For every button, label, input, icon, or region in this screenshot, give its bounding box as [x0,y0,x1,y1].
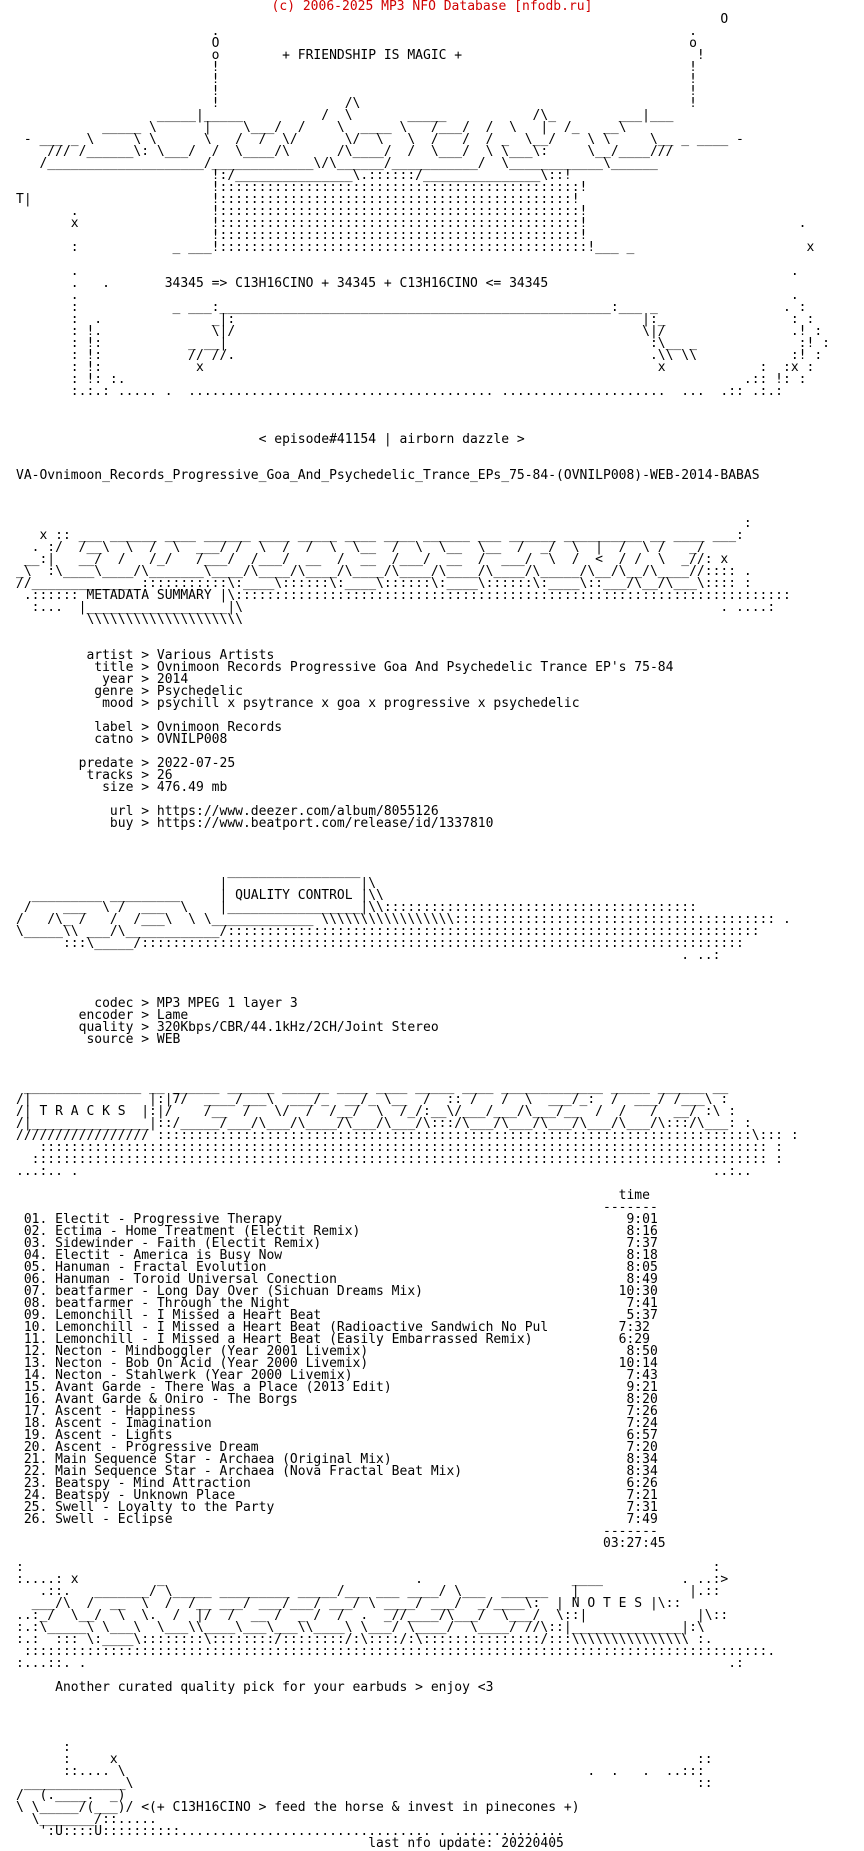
nfo-line: size > 476.49 mb [16,780,228,795]
nfo-line: //_____________ :::::::::::\:____\::::::\:____\::::::\:____\::::::\:____\::___/\__/\___\:::: : [16,576,752,591]
nfo-line: !:/_______________\.::::::/_______________\::! [16,168,572,183]
nfo-line: O o [16,36,697,51]
nfo-line: 17. Ascent - Happiness 7:26 [16,1404,658,1419]
nfo-line: 09. Lemonchill - I Missed a Heart Beat 5:37 [16,1308,658,1323]
nfo-line: __:| __/ / /_/ /___/ /___/ __ / __ /___/ __ / ___/ \ / < / / \ _//: x [16,552,729,567]
nfo-line: title > Ovnimoon Records Progressive Goa And Psychedelic Trance EP's 75-84 [16,660,674,675]
nfo-line: 08. beatfarmer - Through the Night 7:41 [16,1296,658,1311]
nfo-line: 06. Hanuman - Toroid Universal Conection 8:49 [16,1272,658,1287]
nfo-text-art [16,14,830,1850]
nfo-line [16,626,830,638]
nfo-line: . . [16,264,799,279]
nfo-line: :.:.: ..... . ....................................... ..................... ... .:: .:.: [16,384,784,399]
nfo-line: label > Ovnimoon Records [16,720,283,735]
nfo-line: quality > 320Kbps/CBR/44.1kHz/2CH/Joint Stereo [16,1020,439,1035]
nfo-line: : !: x x : :x : [16,360,815,375]
nfo-line: mood > psychill x psytrance x goa x progressive x psychedelic [16,696,580,711]
nfo-line: : _ ___:__________________________________________________:___ _ . : [16,300,807,315]
nfo-line: 26. Swell - Eclipse 7:49 [16,1512,658,1527]
nfo-line: : x :: [16,1752,713,1767]
nfo-line: 16. Avant Garde & Oniro - The Borgs 8:20 [16,1392,658,1407]
nfo-line: :...::. . .: [16,1656,744,1671]
nfo-line: 15. Avant Garde - There Was a Place (2013 Edit) 9:21 [16,1380,658,1395]
nfo-line: /|_______________|::/_____/___/\___/\____/\___/\___/\:::/\___/\___/\___/\___/\___/\:::/\___: : [16,1116,752,1131]
nfo-line: _________ _________ | QUALITY CONTROL |\\ [16,888,384,903]
nfo-line [16,1718,830,1730]
nfo-line: :....: x _ . ____ . ..:> [16,1572,729,1587]
nfo-line: predate > 2022-07-25 [16,756,236,771]
nfo-line: _________________ [16,864,361,879]
nfo-line: /// /______\: \___/ / \____/\ /\____/ / \___/ \ \___\: \__/____/// [16,144,682,159]
nfo-database-header: (c) 2006-2025 MP3 NFO Database [nfodb.ru] [271,0,593,14]
nfo-line [16,446,830,458]
nfo-line [16,494,830,506]
nfo-line: .::. _______/ \_____ _________ _____/___ ___ ____/ \___ ______ | |.:: [16,1584,721,1599]
nfo-line [16,1058,830,1070]
nfo-line: | |\ [16,876,377,891]
nfo-line: source > WEB [16,1032,181,1047]
nfo-line: _\ :\____\____/\_______\____/\____/\____/\____/\____/\____/\____/\_____/\__/\__/\____//:::: . [16,564,752,579]
nfo-line: genre > Psychedelic [16,684,243,699]
nfo-line: _____________\ :: [16,1776,713,1791]
nfo-line: - ___ _ \ \ \ \ / / \/ \/ \ \ / / / _ \__/ \ \ \__ _ ____ - [16,132,744,147]
nfo-line: o + FRIENDSHIP IS MAGIC + ! [16,48,705,63]
nfo-line: tracks > 26 [16,768,173,783]
nfo-line: artist > Various Artists [16,648,275,663]
nfo-line: ! /\ ! [16,96,697,111]
nfo-line: 13. Necton - Bob On Acid (Year 2000 Livemix) 10:14 [16,1356,658,1371]
nfo-line: 22. Main Sequence Star - Archaea (Nova Fractal Beat Mix) 8:34 [16,1464,658,1479]
nfo-line: 18. Ascent - Imagination 7:24 [16,1416,658,1431]
nfo-line: url > https://www.deezer.com/album/8055126 [16,804,439,819]
nfo-line: /| |:|7/ ____/___\ ___/_ __/_ \__ / :: / / \ ___/_: / ___/ /___\ : [16,1092,729,1107]
nfo-line: ::::::::::::::::::::::::::::::::::::::::::::::::::::::::::::::::::::::::::::::::::::::::::::: : [16,1140,784,1155]
nfo-line: !::::::::::::::::::::::::::::::::::::::::::::::! [16,180,588,195]
nfo-line: ------- [16,1200,658,1215]
nfo-line: 11. Lemonchill - I Missed a Heart Beat (Easily Embarrassed Remix) 6:29 [16,1332,650,1347]
nfo-line: x !::::::::::::::::::::::::::::::::::::::::::::::! . [16,216,807,231]
nfo-line: year > 2014 [16,672,189,687]
nfo-line: : [16,1740,71,1755]
nfo-line: 05. Hanuman - Fractal Evolution 8:05 [16,1260,658,1275]
nfo-line: time [16,1188,650,1203]
nfo-line: O [16,12,729,27]
nfo-line: /| T R A C K S |:|/ /__ / \/ / /__/ \ /_/:__\/___/___/\___/__ / / / __/ :\ : [16,1104,737,1119]
nfo-line: 10. Lemonchill - I Missed a Heart Beat (Radioactive Sandwich No Pul 7:32 [16,1320,650,1335]
nfo-line: :::::::::::::::::::::::::::::::::::::::::::::::::::::::::::::::::::::::::::::::::::::::::::::::. [16,1644,776,1659]
nfo-line: 02. Ectima - Home Treatment (Electit Remix) 8:16 [16,1224,658,1239]
nfo-line: last nfo update: 20220405 [16,1836,564,1851]
nfo-line: codec > MP3 MPEG 1 layer 3 [16,996,298,1011]
nfo-line: _______________ __ ______ ______ ______ ____ ____ _____ ____ _____________ _____ ______ __ [16,1080,729,1095]
nfo-line: VA-Ovnimoon_Records_Progressive_Goa_And_Psychedelic_Trance_EPs_75-84-(OVNILP008)-WEB-2014-BABAS [16,468,760,483]
nfo-line: 07. beatfarmer - Long Day Over (Sichuan Dreams Mix) 10:30 [16,1284,658,1299]
nfo-line: ..:_/ \__/ \ \. / |/ / __ / _ / / . _//____/\___/ \___/ \::| |\:: [16,1608,729,1623]
nfo-line [16,398,830,410]
nfo-line [16,482,830,494]
nfo-line: ___/\ / __ \ / /__ ___/ ___/___/ ___/ \ ____/ ___/ _/____\: | N O T E S |\:: [16,1596,682,1611]
nfo-line: :::\_____/::::::::::::::::::::::::::::::::::::::::::::::::::::::::::::::::::::::::::::: [16,936,744,951]
nfo-line: 24. Beatspy - Unknown Place 7:21 [16,1488,658,1503]
nfo-line: 19. Ascent - Lights 6:57 [16,1428,658,1443]
nfo-line: : !: // //. .\\ \\ :! : [16,348,823,363]
nfo-line: 01. Electit - Progressive Therapy 9:01 [16,1212,658,1227]
nfo-line [16,410,830,422]
nfo-line: 03:27:45 [16,1536,666,1551]
nfo-line: / ___ \ / ___ \ |_________________|\\:::::::::::::::::::::::::::::::::::::::: [16,900,697,915]
nfo-line: : . _|: |:_ : : [16,312,815,327]
nfo-line: / /\_ / / /___\ \ \_____________ \\\\\\\\\\\\\\\\\::::::::::::::::::::::::::::::::::::::::: . [16,912,791,927]
nfo-line: 14. Necton - Stahlwerk (Year 2000 Livemix) 7:43 [16,1368,658,1383]
nfo-line: . :/ /__\ \ / \ ___/ / \ / / \ \__ / \ \__ \__ / _/ \ | / \ / _/ [16,540,705,555]
nfo-line: ! ! [16,60,697,75]
nfo-line: . . [16,288,799,303]
nfo-line [16,1694,830,1706]
nfo-line: :.: ::: \:____\::::::::\::::::::/::::::::/:\::::/:\:::::::::::::::/:::\\\\\\\\\\\\\\\ :. [16,1632,713,1647]
nfo-line: 25. Swell - Loyalty to the Party 7:31 [16,1500,658,1515]
nfo-line: :... |__________________|\ . ....: [16,600,776,615]
nfo-line: : : [16,1560,721,1575]
nfo-line: ! ! [16,84,697,99]
nfo-line: x :: ___ ______ ____ ______ ____ _____ ____ ____ ______ ___ ______ __________ __ ____ ___: [16,528,744,543]
nfo-line: _____ \ | \___/ / \ ____ \ /___/ / \ | /_ __\ [16,120,627,135]
nfo-line: 20. Ascent - Progressive Dream 7:20 [16,1440,658,1455]
nfo-line [16,842,830,854]
nfo-line [16,830,830,842]
nfo-line: 21. Main Sequence Star - Archaea (Original Mix) 8:34 [16,1452,658,1467]
nfo-line: !::::::::::::::::::::::::::::::::::::::::::::::! [16,228,588,243]
nfo-line: ':U::::U::::::::::................................ . .............. [16,1824,564,1839]
nfo-line: \_____\\ ___/\____________/:::::::::::::::::::::::::::::::::::::::::::::::::::::::::::::::::::: [16,924,760,939]
nfo-line: 23. Beatspy - Mind Attraction 6:26 [16,1476,658,1491]
nfo-line: : _ ___!:::::::::::::::::::::::::::::::::::::::::::::::!___ _ x [16,240,815,255]
nfo-line: . . [16,24,697,39]
nfo-line: . !::::::::::::::::::::::::::::::::::::::::::::::! [16,204,588,219]
nfo-line: / (.____. _) [16,1788,126,1803]
nfo-line: : !: _ __| :\__ _ :! : [16,336,830,351]
nfo-line: Another curated quality pick for your earbuds > enjoy <3 [16,1680,494,1695]
nfo-line: . ..: [16,948,721,963]
nfo-line: : !. \|/ \|/ .! : [16,324,823,339]
nfo-line: :::::::::::::::::::::::::::::::::::::::::::::::::::::::::::::::::::::::::::::::::::::::::::::: : [16,1152,784,1167]
nfo-line: /____________________/_____________\/\______/___________/ \____________\______ [16,156,658,171]
nfo-line: :.:\_____\ \___\ \___\\____\___\___\\____\ \___/ \____/ \____/ //\::|______________|:\ [16,1620,705,1635]
nfo-line: 03. Sidewinder - Faith (Electit Remix) 7:37 [16,1236,658,1251]
nfo-line: \\\\\\\\\\\\\\\\\\\\ [16,612,243,627]
nfo-line [16,1706,830,1718]
nfo-line: encoder > Lame [16,1008,189,1023]
nfo-line: buy > https://www.beatport.com/release/id/1337810 [16,816,494,831]
nfo-line: ------- [16,1524,658,1539]
nfo-line: T| !:::::::::::::::::::::::::::::::::::::::::::::! [16,192,580,207]
nfo-line [16,974,830,986]
nfo-line: catno > OVNILP008 [16,732,228,747]
nfo-line: 04. Electit - America is Busy Now 8:18 [16,1248,658,1263]
nfo-line: \ \_____/(___)/ <(+ C13H16CINO > feed the horse & invest in pinecones +) [16,1800,580,1815]
nfo-line: ///////////////// ::::::::::::::::::::::::::::::::::::::::::::::::::::::::::::::::::::::::::::\::: : [16,1128,799,1143]
nfo-line: : !: :. .:: !: : [16,372,807,387]
nfo-line: _____|_____ / \ _____ /\_ ___|___ [16,108,674,123]
nfo-line: < episode#41154 | airborn dazzle > [16,432,525,447]
nfo-line: .:::::: METADATA SUMMARY |\::::::::::::::::::::::::::::::::::::::::::::::::::::::::::::::::::::::: [16,588,791,603]
nfo-line: . . 34345 => C13H16CINO + 34345 + C13H16CINO <= 34345 [16,276,549,291]
nfo-line [16,1046,830,1058]
nfo-line: \_______/::..... [16,1812,157,1827]
nfo-line: 12. Necton - Mindboggler (Year 2001 Livemix) 8:50 [16,1344,658,1359]
nfo-line: ! ! [16,72,697,87]
nfo-line: ::.... \ . . . ..::: [16,1764,705,1779]
nfo-line: ...:.. . ..:.. [16,1164,752,1179]
nfo-line [16,962,830,974]
nfo-line [16,1730,830,1742]
nfo-line: : [16,516,752,531]
